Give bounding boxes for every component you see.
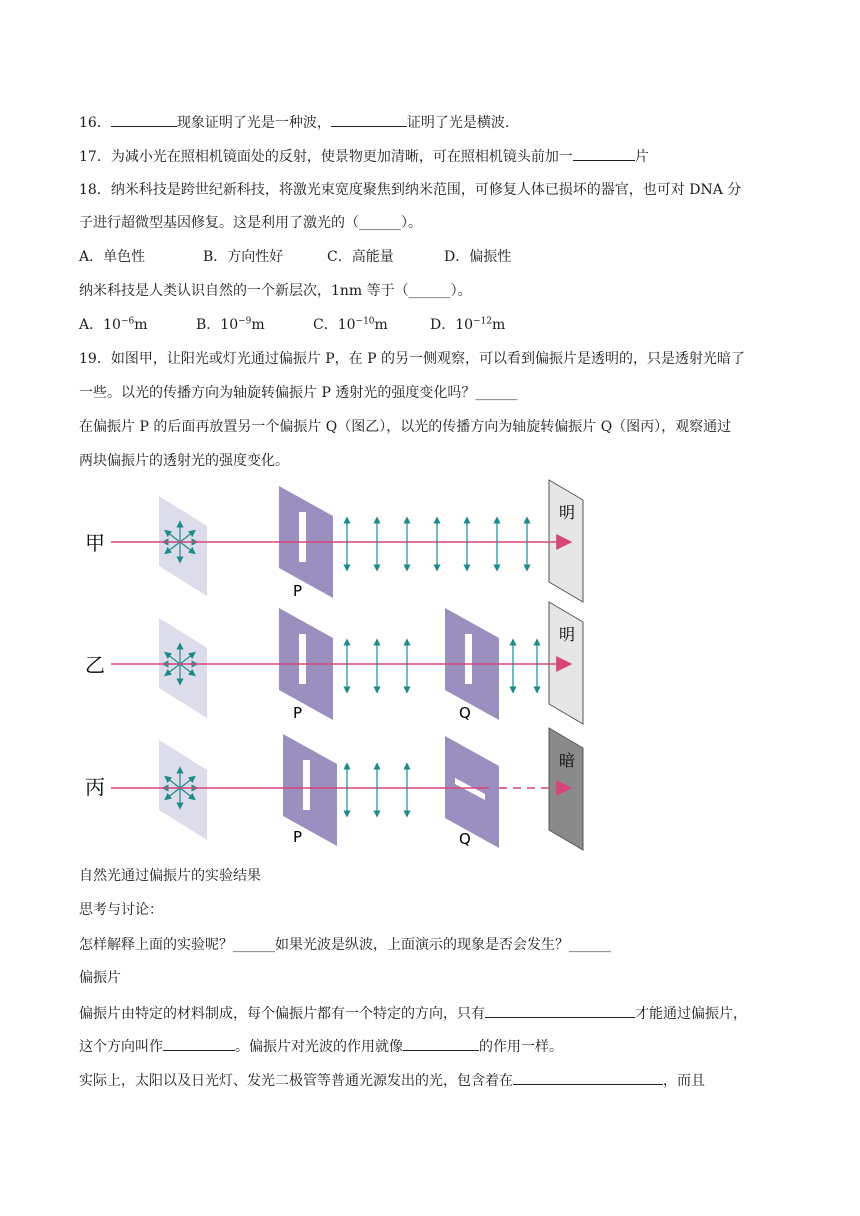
p2-text-a: 这个方向叫作	[79, 1039, 163, 1055]
question-17	[79, 146, 649, 167]
polarizer-q-label: Q	[459, 830, 471, 848]
answer-blank[interactable]	[403, 1036, 479, 1051]
polarizer-slit	[303, 760, 310, 810]
sub-option-unit: m	[251, 317, 265, 333]
figure-row-bing	[85, 728, 583, 850]
sub-option-unit: m	[134, 317, 148, 333]
p2-text-c: 的作用一样。	[479, 1039, 563, 1055]
q19-line-3: 在偏振片 P 的后面再放置另一个偏振片 Q（图乙），以光的传播方向为轴旋转偏振片 Q（图丙），观察通过	[79, 419, 732, 435]
answer-blank[interactable]	[163, 1036, 235, 1051]
row-label: 乙	[85, 653, 105, 677]
q17-tail: 片	[634, 149, 649, 165]
option-b[interactable]: B．方向性好	[203, 249, 284, 265]
paragraph-3	[79, 1070, 705, 1091]
figure-row-jia	[85, 480, 583, 602]
source-plane	[159, 496, 207, 596]
sub-option-exponent: −6	[120, 316, 135, 327]
sub-option-b[interactable]	[196, 315, 313, 335]
sub-option-c[interactable]	[313, 315, 430, 335]
polarizer-p-label: P	[293, 828, 303, 846]
option-d[interactable]: D．偏振性	[444, 249, 512, 265]
p1-text-b: 才能通过偏振片，	[635, 1006, 747, 1022]
option-a[interactable]: A．单色性	[79, 249, 146, 265]
q18-options	[79, 247, 511, 267]
q18-sub-question: 纳米科技是人类认识自然的一个新层次，1nm 等于（______）。	[79, 283, 472, 299]
p3-text-b: ，而且	[663, 1073, 705, 1089]
answer-blank[interactable]	[485, 1003, 635, 1018]
discussion-question: 怎样解释上面的实验呢？______如果光波是纵波，上面演示的现象是否会发生？______	[79, 937, 611, 953]
vibration-arrows	[347, 766, 407, 814]
polarizer-q-label: Q	[459, 704, 471, 722]
polarizer-p-label: P	[293, 582, 303, 600]
q19-line-1: 19．如图甲，让阳光或灯光通过偏振片 P，在 P 的另一侧观察，可以看到偏振片是透明的，只是透射光暗了	[79, 351, 746, 367]
q16-number: 16．	[79, 115, 111, 131]
sub-option-exponent: −9	[238, 316, 252, 327]
polarizer-slit	[299, 512, 306, 562]
polarization-figure	[79, 476, 599, 856]
discussion-heading: 思考与讨论：	[79, 902, 163, 918]
answer-blank[interactable]	[111, 112, 177, 127]
q18-sub-options	[79, 315, 505, 335]
source-plane	[159, 618, 207, 718]
sub-option-exponent: −10	[355, 316, 375, 327]
p2-text-b: 。偏振片对光波的作用就像	[235, 1039, 403, 1055]
answer-blank[interactable]	[513, 1070, 663, 1085]
option-c[interactable]: C．高能量	[327, 249, 394, 265]
screen	[549, 480, 583, 602]
q19-line-4: 两块偏振片的透射光的强度变化。	[79, 453, 289, 469]
screen-label: 明	[559, 625, 576, 644]
screen-label: 暗	[559, 751, 576, 770]
sub-option-exponent: −12	[473, 316, 493, 327]
q16-text-1: 现象证明了光是一种波，	[176, 115, 331, 131]
q19-line-2: 一些。以光的传播方向为轴旋转偏振片 P 透射光的强度变化吗？______	[79, 385, 518, 401]
sub-option-label: C．10	[313, 317, 356, 333]
figure-caption: 自然光通过偏振片的实验结果	[79, 868, 261, 884]
q16-text-2: 证明了光是横波.	[406, 115, 510, 131]
vibration-arrows	[347, 520, 527, 568]
sub-option-unit: m	[374, 317, 388, 333]
question-16	[79, 112, 509, 133]
sub-option-label: A．10	[79, 317, 121, 333]
sub-option-d[interactable]	[430, 315, 505, 335]
row-label: 甲	[85, 531, 105, 555]
p3-text-a: 实际上，太阳以及日光灯、发光二极管等普通光源发出的光，包含着在	[79, 1073, 513, 1089]
q18-line-1: 18．纳米科技是跨世纪新科技，将激光束宽度聚焦到纳米范围，可修复人体已损坏的器官，也可对 DNA 分	[79, 182, 742, 198]
polarizer-p-label: P	[293, 704, 303, 722]
paragraph-1	[79, 1003, 747, 1024]
q18-line-2: 子进行超微型基因修复。这是利用了激光的（______）。	[79, 215, 422, 231]
answer-blank[interactable]	[331, 112, 407, 127]
polarizer-slit	[465, 634, 472, 684]
figure-row-yi	[85, 602, 583, 724]
screen-label: 明	[559, 503, 576, 522]
sub-option-unit: m	[492, 317, 506, 333]
sub-option-a[interactable]	[79, 315, 196, 335]
p1-text-a: 偏振片由特定的材料制成，每个偏振片都有一个特定的方向，只有	[79, 1006, 485, 1022]
sub-option-label: D．10	[430, 317, 474, 333]
answer-blank[interactable]	[573, 146, 635, 161]
section-title: 偏振片	[79, 970, 121, 986]
vibration-arrows	[347, 642, 537, 690]
screen-dark	[549, 728, 583, 850]
row-label: 丙	[85, 775, 105, 799]
q17-text: 17．为减小光在照相机镜面处的反射，使景物更加清晰，可在照相机镜头前加一	[79, 149, 573, 165]
polarizer-slit	[299, 634, 306, 684]
sub-option-label: B．10	[196, 317, 239, 333]
screen	[549, 602, 583, 724]
paragraph-2	[79, 1036, 563, 1057]
